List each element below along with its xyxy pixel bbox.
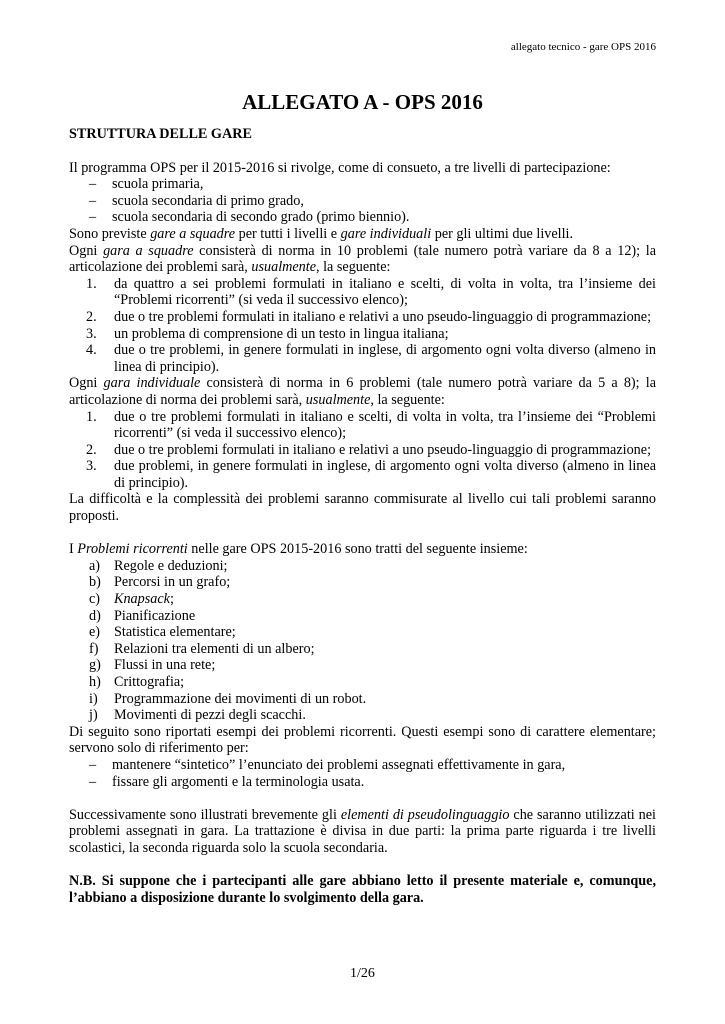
squadre-paragraph: Ogni gara a squadre consisterà di norma in 10 problemi (tale numero potrà variare da 8 a 12); la articolazione dei problemi sarà, usualmente, la seguente:: [69, 242, 656, 276]
dash-marker: –: [89, 756, 97, 773]
nb-note: N.B. Si suppone che i partecipanti alle gare abbiano letto il presente materiale e, comunque, l’abbiano a disposizione durante lo svolgimento della gara.: [69, 873, 656, 906]
successivamente-paragraph: Successivamente sono illustrati brevemente gli elementi di pseudolinguaggio che saranno utilizzati nei problemi assegnati in gara. La trattazione è divisa in due parti: la prima parte riguarda i tre livelli scolastici, la seconda riguarda solo la scuola secondaria.: [69, 806, 656, 856]
esempi-paragraph: Di seguito sono riportati esempi dei problemi ricorrenti. Questi esempi sono di carattere elementare; servono solo di riferimento per:: [69, 723, 656, 757]
dash-marker: –: [89, 773, 97, 790]
esempi-list: [69, 757, 656, 790]
list-item: 2. due o tre problemi formulati in italiano e relativi a uno pseudo-linguaggio di programmazione;: [86, 441, 652, 458]
list-item: – scuola primaria,: [89, 176, 204, 193]
list-item: – fissare gli argomenti e la terminologia usata.: [89, 773, 365, 790]
list-item: j) Movimenti di pezzi degli scacchi.: [89, 707, 306, 724]
list-item: 1. due o tre problemi formulati in italiano e scelti, di volta in volta, tra l’insieme dei “Problemi ricorrenti” (si veda il successivo elenco);: [86, 408, 656, 442]
list-item: a) Regole e deduzioni;: [89, 557, 228, 574]
list-item: g) Flussi in una rete;: [89, 657, 216, 674]
list-item: – scuola secondaria di secondo grado (primo biennio).: [89, 209, 410, 226]
list-item: d) Pianificazione: [89, 607, 196, 624]
list-item: i) Programmazione dei movimenti di un robot.: [89, 690, 367, 707]
intro-paragraph: Il programma OPS per il 2015-2016 si rivolge, come di consueto, a tre livelli di partecipazione:: [69, 159, 611, 176]
squadre-list: [69, 276, 656, 376]
ricorrenti-paragraph: I Problemi ricorrenti nelle gare OPS 2015-2016 sono tratti del seguente insieme:: [69, 541, 528, 558]
list-item: b) Percorsi in un grafo;: [89, 574, 231, 591]
difficolta-paragraph: La difficoltà e la complessità dei problemi saranno commisurate al livello cui tali problemi saranno proposti.: [69, 491, 656, 525]
levels-list: [69, 176, 656, 226]
individuale-list: [69, 409, 656, 492]
dash-marker: –: [89, 176, 97, 193]
list-item: 2. due o tre problemi formulati in italiano e relativi a uno pseudo-linguaggio di programmazione;: [86, 308, 652, 325]
list-item: e) Statistica elementare;: [89, 624, 236, 641]
ricorrenti-list: [69, 558, 656, 724]
list-item: c) Knapsack;: [89, 591, 174, 608]
document-body: [69, 126, 656, 906]
dash-marker: –: [89, 209, 97, 226]
list-item: h) Crittografia;: [89, 674, 185, 690]
previste-paragraph: Sono previste gare a squadre per tutti i livelli e gare individuali per gli ultimi due livelli.: [69, 225, 574, 242]
list-item: f) Relazioni tra elementi di un albero;: [89, 640, 315, 657]
page-number: 1/26: [350, 966, 375, 981]
list-item: 3. un problema di comprensione di un testo in lingua italiana;: [86, 325, 449, 342]
list-item: 1. da quattro a sei problemi formulati in italiano e scelti, di volta in volta, tra l’insieme dei “Problemi ricorrenti” (si veda il successivo elenco);: [86, 275, 656, 309]
dash-marker: –: [89, 192, 97, 209]
list-item: – mantenere “sintetico” l’enunciato dei problemi assegnati effettivamente in gara,: [89, 756, 566, 773]
list-item: 3. due problemi, in genere formulati in inglese, di argomento ogni volta diverso (almeno in linea di principio).: [86, 458, 656, 491]
list-item: – scuola secondaria di primo grado,: [89, 192, 304, 209]
document-title: ALLEGATO A - OPS 2016: [242, 90, 483, 114]
running-header: allegato tecnico - gare OPS 2016: [510, 41, 656, 53]
section-title: STRUTTURA DELLE GARE: [69, 126, 252, 142]
individuale-paragraph: Ogni gara individuale consisterà di norma in 6 problemi (tale numero potrà variare da 5 a 8); la articolazione di norma dei problemi sarà, usualmente, la seguente:: [69, 375, 656, 408]
list-item: 4. due o tre problemi, in genere formulati in inglese, di argomento ogni volta diverso (almeno in linea di principio).: [86, 342, 656, 375]
